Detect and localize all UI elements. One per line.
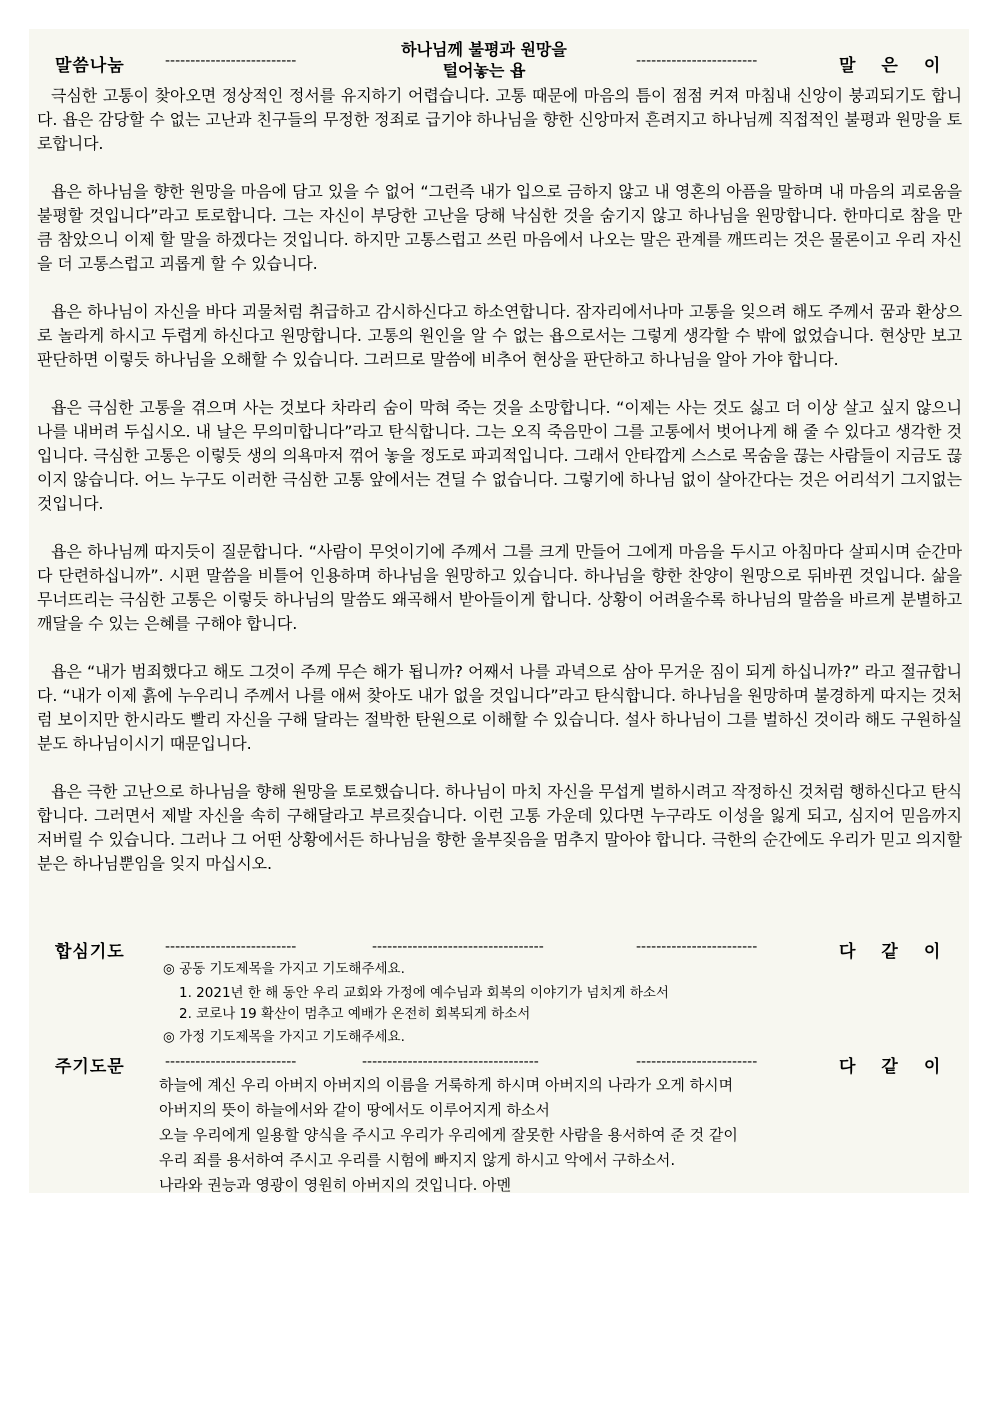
section-label-prayer: 합심기도 xyxy=(55,942,125,962)
prayer-intro-common: ◎ 공동 기도제목을 가지고 기도해주세요. xyxy=(163,961,405,977)
prayer-divider-3: ------------------------ xyxy=(636,939,758,955)
lords-prayer-line: 아버지의 뜻이 하늘에서와 같이 땅에서도 이루어지게 하소서 xyxy=(159,1101,550,1119)
header-row xyxy=(29,39,969,85)
sermon-paragraph: 극심한 고통이 찾아오면 정상적인 정서를 유지하기 어렵습니다. 고통 때문에 마음의 틈이 점점 커져 마침내 신앙이 붕괴되기도 합니다. 욥은 감당할 수 없는 고난과 친구들의 무정한 정죄로 급기야 하나님을 향한 신앙마저 흔려지고 하나님께 직접적인 불평과 원망을 토로합니다. xyxy=(37,86,962,153)
sermon-paragraph: 욥은 하나님이 자신을 바다 괴물처럼 취급하고 감시하신다고 하소연합니다. 잠자리에서나마 고통을 잊으려 해도 주께서 꿈과 환상으로 놀라게 하시고 두렵게 하신다고 원망합니다. 고통의 원인을 알 수 없는 욥으로서는 그렇게 생각할 수 밖에 없었습니다. 현상만 보고 판단하면 이렇듯 하나님을 오해할 수 있습니다. 그러므로 말씀에 비추어 현상을 판단하고 하나님을 알아 가야 합니다. xyxy=(37,302,962,369)
sermon-paragraph: 욥은 극심한 고통을 겪으며 사는 것보다 차라리 숨이 막혀 죽는 것을 소망합니다. “이제는 사는 것도 싫고 더 이상 살고 싶지 않으니 나를 내버려 두십시오. 내 날은 무의미합니다”라고 탄식합니다. 그는 오직 죽음만이 그를 고통에서 벗어나게 해 줄 수 있다고 생각한 것입니다. 극심한 고통은 이렇듯 생의 의욕마저 꺾어 놓을 정도로 파괴적입니다. 그래서 안타깝게 스스로 목숨을 끊는 사람들이 지금도 끊이지 않습니다. 어느 누구도 이러한 극심한 고통 앞에서는 견딜 수 없습니다. 그렇기에 하나님 없이 살아간다는 것은 어리석기 그지없는것입니다. xyxy=(37,398,962,513)
lords-prayer-everyone-label: 다같이 xyxy=(839,1057,967,1077)
lords-prayer-text xyxy=(159,1073,849,1198)
prayer-item: 2. 코로나 19 확산이 멈추고 예배가 온전히 회복되게 하소서 xyxy=(179,1006,531,1022)
lords-prayer-header-row xyxy=(29,1050,969,1077)
prayer-item: 1. 2021년 한 해 동안 우리 교회와 가정에 예수님과 회복의 이야기가 넘치게 하소서 xyxy=(179,985,669,1001)
lords-prayer-divider-1: -------------------------- xyxy=(165,1054,297,1070)
page-title xyxy=(369,39,599,81)
header-divider-right: ------------------------ xyxy=(636,53,758,69)
lords-prayer-line: 오늘 우리에게 일용할 양식을 주시고 우리가 우리에게 잘못한 사람을 용서하여 준 것 같이 xyxy=(159,1126,738,1144)
preacher-label: 말은이 xyxy=(839,56,967,76)
prayer-divider-2: ---------------------------------- xyxy=(372,939,544,955)
bulletin-page xyxy=(29,29,969,1193)
sermon-paragraph: 욥은 하나님께 따지듯이 질문합니다. “사람이 무엇이기에 주께서 그를 크게 만들어 그에게 마음을 두시고 아침마다 살피시며 순간마다 단련하십니까”. 시편 말씀을 비틀어 인용하며 하나님을 원망하고 있습니다. 하나님을 향한 찬양이 원망으로 뒤바뀐 것입니다. 삶을 무너뜨리는 극심한 고통은 이렇듯 하나님의 말씀도 왜곡해서 받아들이게 합니다. 상황이 어려울수록 하나님의 말씀을 바르게 분별하고 깨달을 수 있는 은혜를 구해야 합니다. xyxy=(37,542,962,633)
section-label-sermon: 말씀나눔 xyxy=(55,56,125,76)
prayer-divider-1: -------------------------- xyxy=(165,939,297,955)
prayer-intro-family: ◎ 가정 기도제목을 가지고 기도해주세요. xyxy=(163,1029,405,1045)
prayer-header-row xyxy=(29,935,969,962)
lords-prayer-line: 우리 죄를 용서하여 주시고 우리를 시험에 빠지지 않게 하시고 악에서 구하소서. xyxy=(159,1151,676,1169)
lords-prayer-divider-2: ----------------------------------- xyxy=(362,1054,539,1070)
lords-prayer-line: 나라와 권능과 영광이 영원히 아버지의 것입니다. 아멘 xyxy=(159,1176,512,1194)
section-label-lords-prayer: 주기도문 xyxy=(55,1057,125,1077)
sermon-paragraph: 욥은 “내가 범죄했다고 해도 그것이 주께 무슨 해가 됩니까? 어째서 나를 과녁으로 삼아 무거운 짐이 되게 하십니까?” 라고 절규합니다. “내가 이제 흙에 누우리니 주께서 나를 애써 찾아도 내가 없을 것입니다”라고 탄식합니다. 하나님을 원망하며 불경하게 따지는 것처럼 보이지만 한시라도 빨리 자신을 구해 달라는 절박한 탄원으로 이해할 수 있습니다. 설사 하나님이 그를 벌하신 것이라 해도 구원하실 분도 하나님이시기 때문입니다. xyxy=(37,662,962,753)
lords-prayer-divider-3: ------------------------ xyxy=(636,1054,758,1070)
title-line-1: 하나님께 불평과 원망을 xyxy=(401,40,567,59)
prayer-everyone-label: 다같이 xyxy=(839,942,967,962)
sermon-body xyxy=(37,84,962,876)
header-divider-left: -------------------------- xyxy=(165,53,297,69)
sermon-paragraph: 욥은 하나님을 향한 원망을 마음에 담고 있을 수 없어 “그런즉 내가 입으로 금하지 않고 내 영혼의 아픔을 말하며 내 마음의 괴로움을 불평할 것입니다”라고 토로합니다. 그는 자신이 부당한 고난을 당해 낙심한 것을 숨기지 않고 하나님을 원망합니다. 한마디로 참을 만큼 참았으니 이제 할 말을 하겠다는 것입니다. 하지만 고통스럽고 쓰린 마음에서 나오는 말은 관계를 깨뜨리는 것은 물론이고 우리 자신을 더 고통스럽고 괴롭게 할 수 있습니다. xyxy=(37,182,962,273)
sermon-paragraph: 욥은 극한 고난으로 하나님을 향해 원망을 토로했습니다. 하나님이 마치 자신을 무섭게 벌하시려고 작정하신 것처럼 행하신다고 탄식합니다. 그러면서 제발 자신을 속히 구해달라고 부르짖습니다. 이런 고통 가운데 있다면 누구라도 이성을 잃게 되고, 심지어 믿음까지 저버릴 수 있습니다. 그러나 그 어떤 상황에서든 하나님을 향한 울부짖음을 멈추지 말아야 합니다. 극한의 순간에도 우리가 믿고 의지할 분은 하나님뿐임을 잊지 마십시오. xyxy=(37,782,962,873)
title-line-2: 털어놓는 욥 xyxy=(442,61,526,80)
lords-prayer-line: 하늘에 계신 우리 아버지 아버지의 이름을 거룩하게 하시며 아버지의 나라가 오게 하시며 xyxy=(159,1076,734,1094)
